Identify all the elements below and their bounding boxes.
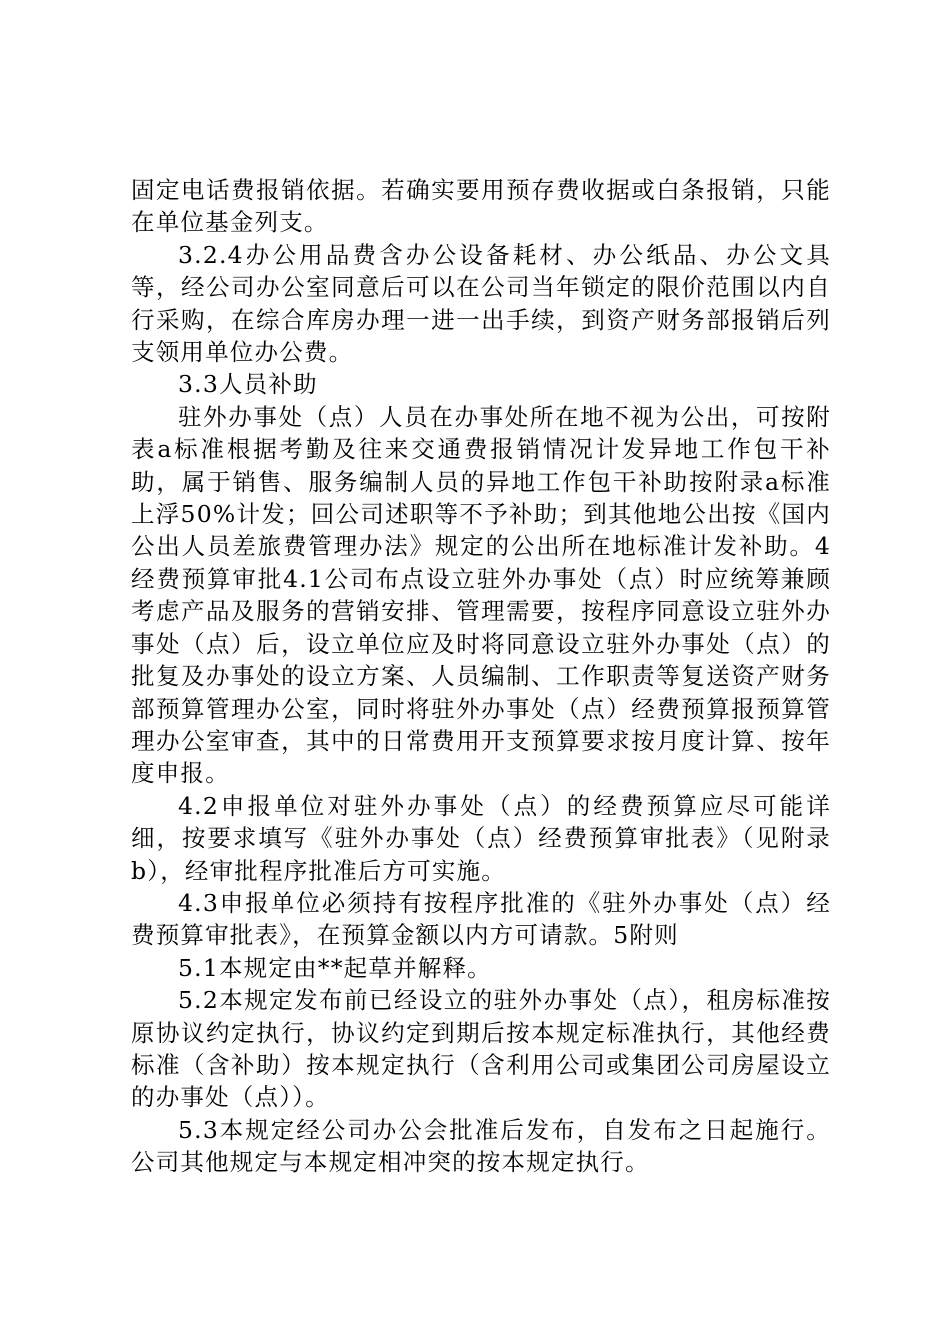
paragraph-3-2-4-office-supplies: 3.2.4办公用品费含办公设备耗材、办公纸品、办公文具等，经公司办公室同意后可以在公司当年锁定的限价范围以内自行采购，在综合库房办理一进一出手续，到资产财务部报销后列支领用单位办公费。 <box>131 240 831 367</box>
paragraph-5-3-effective-date: 5.3本规定经公司办公会批准后发布，自发布之日起施行。公司其他规定与本规定相冲突的按本规定执行。 <box>131 1115 831 1177</box>
paragraph-4-3-request-funds: 4.3申报单位必须持有按程序批准的《驻外办事处（点）经费预算审批表》，在预算金额以内方可请款。5附则 <box>131 888 831 950</box>
heading-3-3-personnel-subsidy: 3.3人员补助 <box>178 370 318 399</box>
paragraph-5-1-interpretation: 5.1本规定由**起草并解释。 <box>178 953 492 982</box>
paragraph-phone-fee: 固定电话费报销依据。若确实要用预存费收据或白条报销，只能在单位基金列支。 <box>131 176 831 237</box>
document-body <box>131 174 831 1179</box>
paragraph-5-2-existing-offices: 5.2本规定发布前已经设立的驻外办事处（点），租房标准按原协议约定执行，协议约定到期后按本规定标准执行，其他经费标准（含补助）按本规定执行（含利用公司或集团公司房屋设立的办事处（点））。 <box>131 986 831 1112</box>
paragraph-4-2-budget-form: 4.2申报单位对驻外办事处（点）的经费预算应尽可能详细，按要求填写《驻外办事处（点）经费预算审批表》（见附录b），经审批程序批准后方可实施。 <box>131 791 831 885</box>
paragraph-subsidy-and-budget-approval: 驻外办事处（点）人员在办事处所在地不视为公出，可按附表a标准根据考勤及往来交通费报销情况计发异地工作包干补助，属于销售、服务编制人员的异地工作包干补助按附录a标准上浮50%计发；回公司述职等不予补助；到其他地公出按《国内公出人员差旅费管理办法》规定的公出所在地标准计发补助。4经费预算审批4.1公司布点设立驻外办事处（点）时应统筹兼顾考虑产品及服务的营销安排、管理需要，按程序同意设立驻外办事处（点）后，设立单位应及时将同意设立驻外办事处（点）的批复及办事处的设立方案、人员编制、工作职责等复送资产财务部预算管理办公室，同时将驻外办事处（点）经费预算报预算管理办公室审查，其中的日常费用开支预算要求按月度计算、按年度申报。 <box>131 402 831 788</box>
